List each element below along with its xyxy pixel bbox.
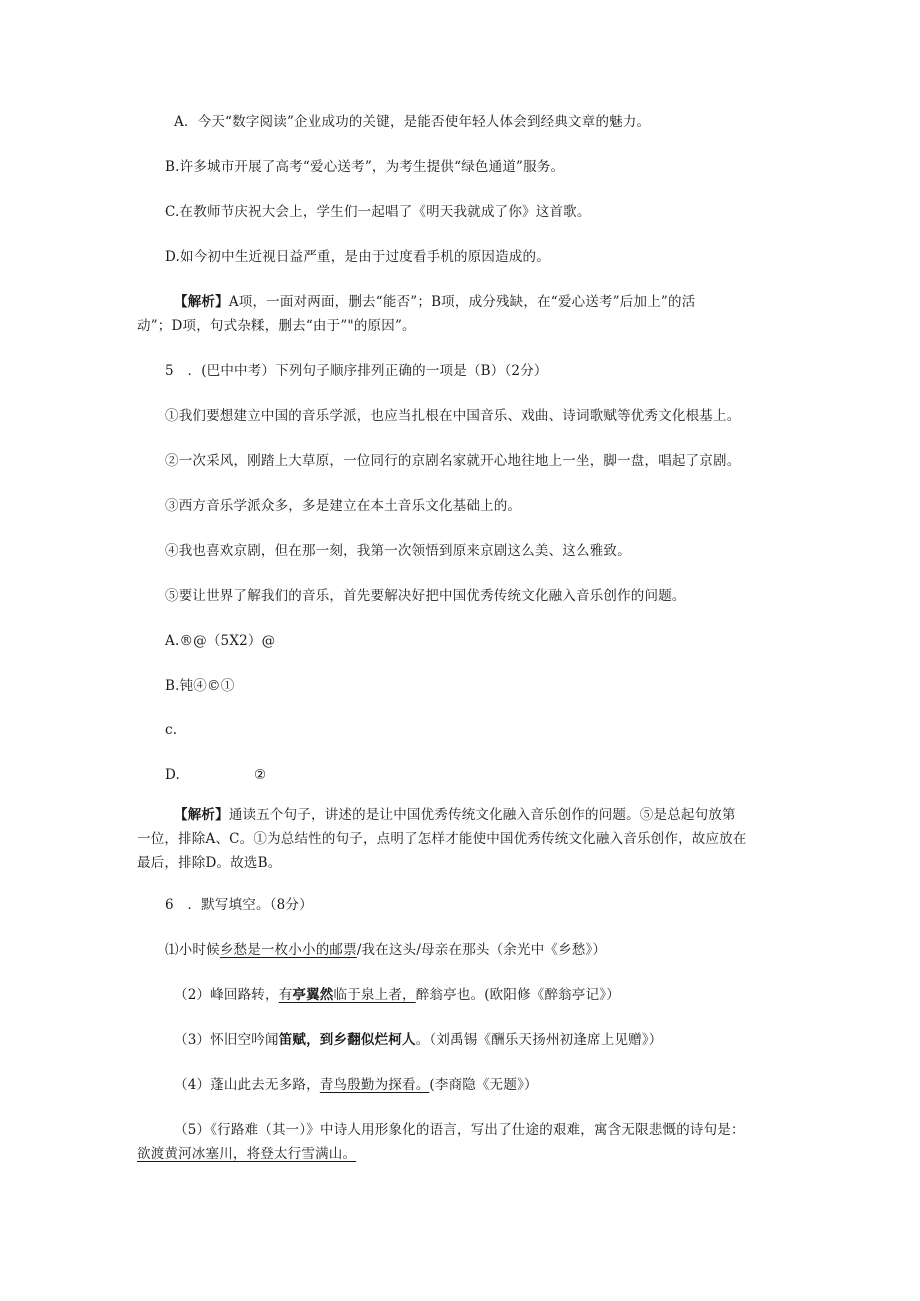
item-prefix: （4）蓬山此去无多路， (174, 1077, 320, 1093)
answer-part: 临于泉上者， (333, 987, 416, 1003)
item-answer: 欲渡黄河冰塞川，将登太行雪满山。 (137, 1146, 357, 1162)
item-prefix: （3）怀旧空吟闻 (174, 1032, 279, 1048)
q5-option-b: B.钝④©① (165, 678, 235, 694)
item-prefix: （2）峰回路转， (174, 987, 279, 1003)
q5-analysis-line2: 一位，排除A、C。①为总结性的句子，点明了怎样才能使中国优秀传统文化融入音乐创作，故应放在 (137, 831, 747, 847)
q6-question: 6 ．默写填空。（8分） (165, 897, 313, 913)
q4-analysis-line1 (174, 292, 695, 312)
item-suffix: 。（刘禹锡《酬乐天扬州初逢席上见赠》） (415, 1032, 663, 1048)
q6-item-5-line1: （5）《行路难（其一）》中诗人用形象化的语言，写出了仕途的艰难，寓含无限悲慨的诗句是： (174, 1122, 745, 1138)
q4-option-d: D.如今初中生近视日益严重，是由于过度看手机的原因造成的。 (165, 249, 550, 265)
q5-sentence-5: ⑤要让世界了解我们的音乐，首先要解决好把中国优秀传统文化融入音乐创作的问题。 (165, 588, 686, 604)
q5-question: 5 ．(巴中中考）下列句子顺序排列正确的一项是（B）（2分） (165, 363, 548, 379)
q5-analysis-line3: 最后，排除D。故选B。 (137, 855, 282, 871)
q5-option-a: A.®@（5X2）@ (165, 633, 276, 649)
answer-part: 有 (278, 987, 293, 1003)
q5-sentence-4: ④我也喜欢京剧，但在那一刻，我第一次领悟到原来京剧这么美、这么雅致。 (165, 543, 631, 559)
q5-sentence-3: ③西方音乐学派众多，多是建立在本土音乐文化基础上的。 (165, 498, 522, 514)
q5-analysis-line1 (174, 805, 736, 825)
q4-option-c: C.在教师节庆祝大会上，学生们一起唱了《明天我就成了你》这首歌。 (165, 204, 591, 220)
item-suffix: (李商隐《无题》） (429, 1077, 538, 1093)
item-suffix: 醉翁亭也。(欧阳修《醉翁亭记》） (415, 987, 620, 1003)
item-answer: 笛赋，到乡翻似烂柯人 (278, 1032, 416, 1048)
option-d-label: D. (165, 767, 181, 783)
q5-sentence-1: ①我们要想建立中国的音乐学派，也应当扎根在中国音乐、戏曲、诗词歌赋等优秀文化根基上。 (165, 408, 741, 424)
item-answer: 青鸟殷勤为探看。 (319, 1077, 430, 1093)
q6-item-5-answer (137, 1144, 356, 1164)
q5-sentence-2: ②一次采风，刚踏上大草原，一位同行的京剧名家就开心地往地上一坐，脚一盘，唱起了京剧。 (165, 453, 741, 469)
analysis-tag: 【解析】 (174, 807, 229, 823)
item-suffix: /我在这头/母亲在那头（余光中《乡愁》） (356, 942, 607, 958)
q6-item-4 (174, 1075, 538, 1095)
analysis-text: A项，一面对两面，删去“能否”；B项，成分残缺，在“爱心送考”后加上”的活 (228, 294, 696, 310)
q6-item-1 (165, 940, 606, 960)
answer-part-bold: 亭翼然 (292, 987, 334, 1003)
item-answer: 乡愁是一枚小小的邮票 (219, 942, 357, 958)
q5-option-c: c. (165, 722, 178, 738)
analysis-text: 通读五个句子，讲述的是让中国优秀传统文化融入音乐创作的问题。⑤是总起句放第 (228, 807, 736, 823)
q4-analysis-line2: 动”；D项，句式杂糅，删去“由于”"的原因”。 (137, 318, 416, 334)
q6-item-2 (174, 985, 620, 1005)
q4-option-b: B.许多城市开展了高考“爱心送考”，为考生提供“绿色通道”服务。 (165, 159, 565, 175)
option-d-value: ② (254, 767, 267, 783)
q5-option-d (165, 765, 266, 785)
q6-item-3 (174, 1030, 663, 1050)
item-answer (279, 987, 416, 1003)
item-prefix: ⑴小时候 (165, 942, 220, 958)
q4-option-a: A．今天“数字阅读”企业成功的关键，是能否使年轻人体会到经典文章的魅力。 (174, 114, 651, 130)
analysis-tag: 【解析】 (174, 294, 229, 310)
